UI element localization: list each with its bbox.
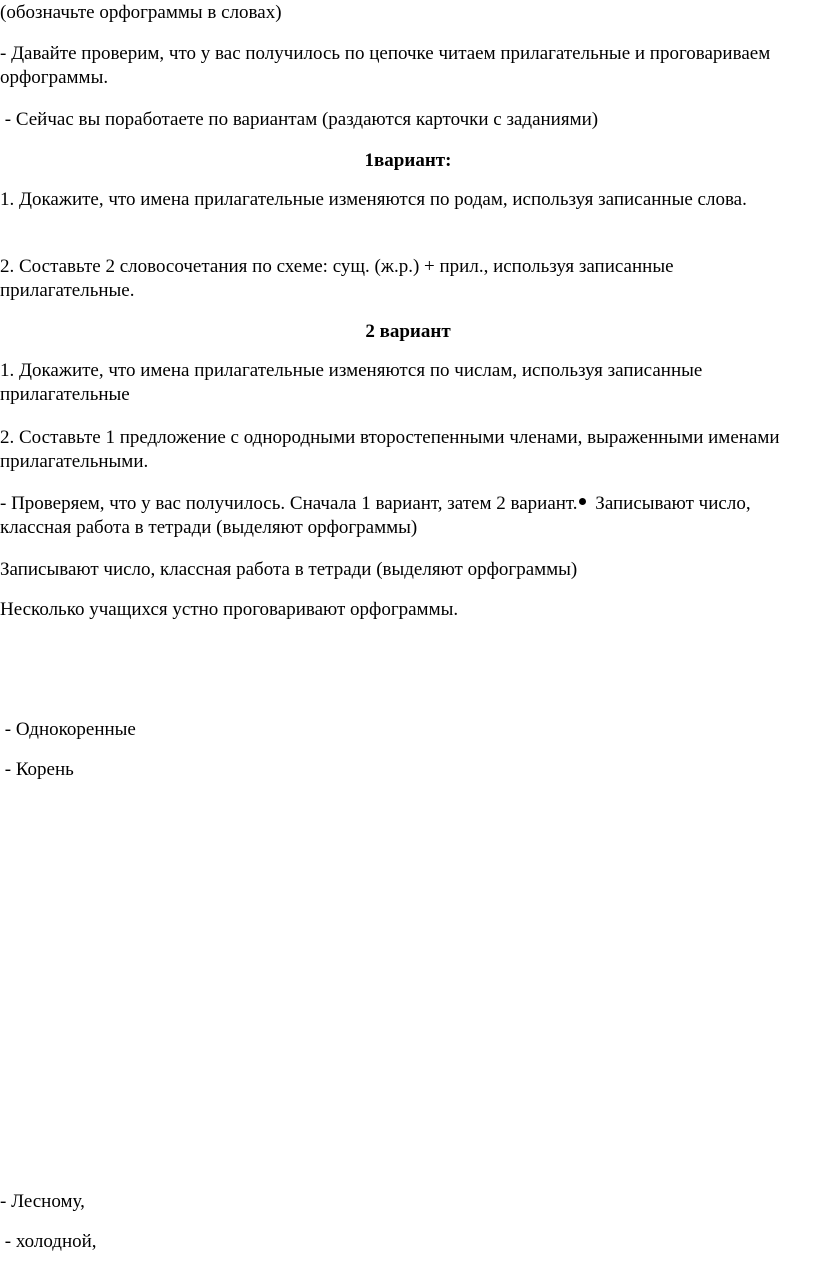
variant-1-task-1: 1. Докажите, что имена прилагательные изменяются по родам, используя записанные слова. bbox=[0, 189, 747, 210]
intro-note: (обозначьте орфограммы в словах) bbox=[0, 2, 282, 23]
variant-2-task-2: 2. Составьте 1 предложение с однородными второстепенными членами, выраженными именами прилагательными. bbox=[0, 427, 780, 472]
variant-2-task-1: 1. Докажите, что имена прилагательные изменяются по числам, используя записанные прилагательные bbox=[0, 360, 703, 405]
answer-cold: - холодной, bbox=[0, 1231, 97, 1252]
check-results-text: - Проверяем, что у вас получилось. Сначала 1 вариант, затем 2 вариант. bbox=[0, 493, 578, 514]
work-by-variants-line: - Сейчас вы поработаете по вариантам (раздаются карточки с заданиями) bbox=[0, 109, 599, 130]
answer-cognate: - Однокоренные bbox=[0, 719, 136, 740]
variant-2-heading: 2 вариант bbox=[365, 321, 451, 342]
check-results-paragraph bbox=[0, 492, 805, 540]
answer-root: - Корень bbox=[0, 759, 74, 780]
record-date-text: Записывают число, классная работа в тетради (выделяют орфограммы) bbox=[0, 493, 751, 538]
answer-forest: - Лесному, bbox=[0, 1191, 85, 1212]
students-orthograms-line: Несколько учащихся устно проговаривают орфограммы. bbox=[0, 599, 459, 620]
record-date-line: Записывают число, классная работа в тетради (выделяют орфограммы) bbox=[0, 559, 578, 580]
check-chain-paragraph: - Давайте проверим, что у вас получилось по цепочке читаем прилагательные и проговариваем орфограммы. bbox=[0, 43, 771, 88]
bullet-icon bbox=[579, 498, 586, 505]
variant-1-task-2: 2. Составьте 2 словосочетания по схеме: сущ. (ж.р.) + прил., используя записанные прилагательные. bbox=[0, 256, 674, 301]
variant-1-heading: 1вариант: bbox=[364, 150, 452, 171]
